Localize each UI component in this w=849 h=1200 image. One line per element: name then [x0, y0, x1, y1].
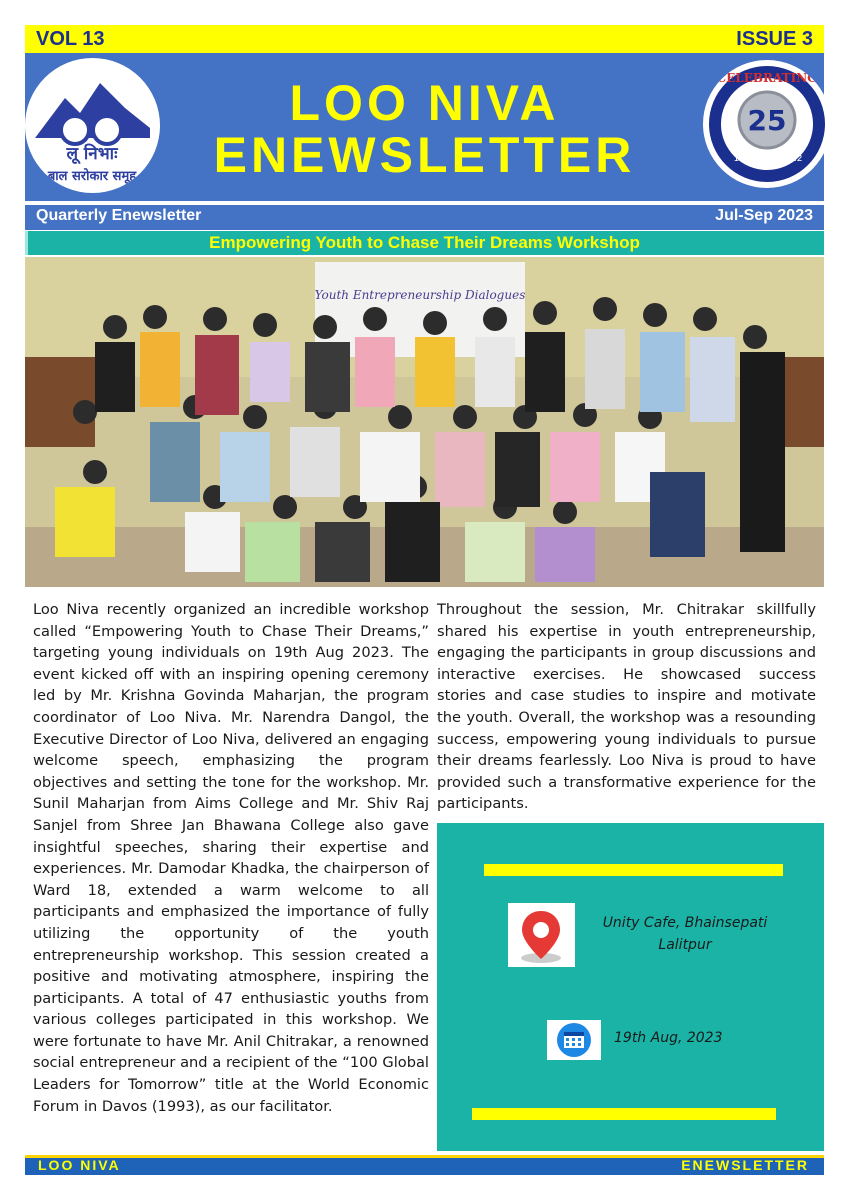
- article-title: Empowering Youth to Chase Their Dreams Workshop: [209, 233, 640, 252]
- newsletter-title-line1: LOO NIVA: [289, 75, 560, 131]
- volume-label: VOL 13: [36, 28, 105, 50]
- divider-top: [484, 864, 783, 876]
- issue-label: ISSUE 3: [736, 28, 813, 50]
- svg-text:CELEBRATING: CELEBRATING: [716, 71, 818, 85]
- subtitle-period: Jul-Sep 2023: [715, 207, 813, 224]
- divider-bottom: [472, 1108, 776, 1120]
- newsletter-title-line2: ENEWSLETTER: [213, 127, 636, 183]
- photo-banner-text: Youth Entrepreneurship Dialogues: [314, 288, 526, 302]
- article-column-left: Loo Niva recently organized an incredible workshop called “Empowering Youth to Chase Their Dreams,” targeting young individuals on 19th Aug 2023. The event kicked off with an inspiring opening ceremony led by Mr. Krishna Govinda Maharjan, the program coordinator of Loo Niva. Mr. Narendra Dangol, the Executive Director of Loo Niva, delivered an engaging welcome speech, emphasizing the program objectives and setting the tone for the workshop. Mr. Sunil Maharjan from Aims College and Mr. Shiv Raj Sanjel from Shree Jan Bhawana College also gave insightful speeches, sharing their expertise and experiences. Mr. Damodar Khadka, the chairperson of Ward 18, extended a warm welcome to all participants and emphasized the importance of fully utilizing the opportunity of the youth entrepreneurship workshop. This session created a positive and motivating atmosphere, inspiring the participants. A total of 47 enthusiastic youths from various colleges participated in this workshop. We were fortunate to have Mr. Anil Chitrakar, a renowned social entrepreneur and a recipient of the “100 Global Leaders for Tomorrow” title at the World Economic Forum in Davos (1993), as our facilitator.: [33, 601, 429, 1115]
- article-column-right: Throughout the session, Mr. Chitrakar skillfully shared his expertise in youth entrepreneurship, engaging the participants in group discussions and interactive exercises. He showcased success stories and case studies to inspire and motivate the youth. Overall, the workshop was a resounding success, empowering young individuals to pursue their dreams fearlessly. Loo Niva is proud to have provided such a transformative experience for the participants.: [437, 601, 816, 813]
- footer-brand: LOO NIVA: [38, 1157, 121, 1173]
- subtitle-frequency: Quarterly Enewsletter: [36, 207, 202, 224]
- venue-line1: Unity Cafe, Bhainsepati: [602, 915, 768, 931]
- venue-line2: Lalitpur: [658, 937, 712, 953]
- group-photo: [25, 257, 824, 587]
- footer-label: ENEWSLETTER: [681, 1157, 809, 1173]
- svg-text:1997: 1997: [733, 154, 757, 164]
- volume-bar: [25, 25, 824, 53]
- svg-text:बाल सरोकार समूह: बाल सरोकार समूह: [47, 169, 137, 184]
- svg-text:लू निभाः: लू निभाः: [66, 144, 118, 164]
- calendar-icon: [547, 1020, 601, 1060]
- event-venue: [580, 912, 790, 956]
- svg-text:25: 25: [747, 104, 787, 137]
- event-date: 19th Aug, 2023: [614, 1030, 723, 1046]
- location-pin-icon: [508, 903, 575, 967]
- svg-text:2022: 2022: [779, 154, 803, 164]
- anniversary-badge: [703, 60, 831, 188]
